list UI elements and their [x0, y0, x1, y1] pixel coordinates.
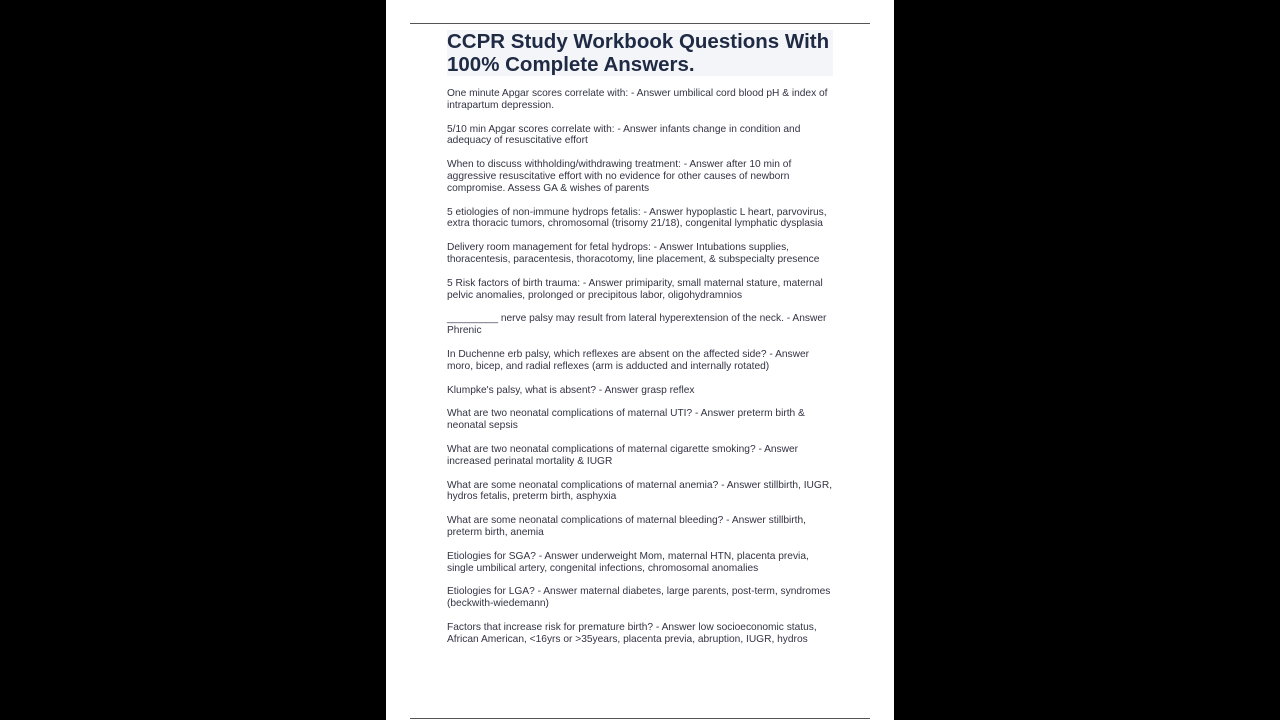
qa-entry: 5 Risk factors of birth trauma: - Answer primiparity, small maternal stature, maternal pelvic anomalies, prolonged or precipitous labor, oligohydramnios — [447, 277, 823, 301]
qa-entry: In Duchenne erb palsy, which reflexes are absent on the affected side? - Answer moro, bicep, and radial reflexes (arm is adducted and internally rotated) — [447, 348, 810, 372]
qa-entry: Etiologies for LGA? - Answer maternal diabetes, large parents, post-term, syndromes (beckwith-wiedemann) — [447, 586, 831, 610]
page-content — [447, 30, 833, 658]
qa-entry: What are some neonatal complications of maternal anemia? - Answer stillbirth, IUGR, hydros fetalis, preterm birth, asphyxia — [447, 479, 833, 503]
document-page — [386, 0, 894, 720]
qa-entry: 5/10 min Apgar scores correlate with: - Answer infants change in condition and adequacy of resuscitative effort — [447, 123, 801, 147]
qa-list — [447, 88, 833, 646]
qa-entry: _________ nerve palsy may result from lateral hyperextension of the neck. - Answer Phrenic — [447, 313, 827, 337]
qa-entry: Factors that increase risk for premature birth? - Answer low socioeconomic status, African American, <16yrs or >35years, placenta previa, abruption, IUGR, hydros — [447, 621, 817, 645]
qa-entry: Klumpke's palsy, what is absent? - Answer grasp reflex — [447, 384, 695, 396]
document-title: CCPR Study Workbook Questions With 100% Complete Answers. — [447, 30, 833, 76]
qa-entry: When to discuss withholding/withdrawing treatment: - Answer after 10 min of aggressive resuscitative effort with no evidence for other causes of newborn compromise. Assess GA & wishes of parents — [447, 159, 792, 194]
qa-entry: What are some neonatal complications of maternal bleeding? - Answer stillbirth, preterm birth, anemia — [447, 515, 807, 538]
qa-entry: What are two neonatal complications of maternal UTI? - Answer preterm birth & neonatal sepsis — [447, 408, 805, 432]
page-top-rule — [410, 23, 870, 24]
page-bottom-rule — [410, 718, 870, 719]
qa-entry: What are two neonatal complications of maternal cigarette smoking? - Answer increased perinatal mortality & IUGR — [447, 443, 799, 467]
qa-entry: Delivery room management for fetal hydrops: - Answer Intubations supplies, thoracentesis, paracentesis, thoracotomy, line placement, & subspecialty presence — [447, 242, 820, 265]
qa-entry: One minute Apgar scores correlate with: - Answer umbilical cord blood pH & index of intrapartum depression. — [447, 88, 828, 111]
qa-entry: Etiologies for SGA? - Answer underweight Mom, maternal HTN, placenta previa, single umbilical artery, congenital infections, chromosomal anomalies — [447, 550, 809, 574]
qa-entry: 5 etiologies of non-immune hydrops fetalis: - Answer hypoplastic L heart, parvovirus, extra thoracic tumors, chromosomal (trisomy 21/18), congenital lymphatic dysplasia — [447, 206, 827, 230]
